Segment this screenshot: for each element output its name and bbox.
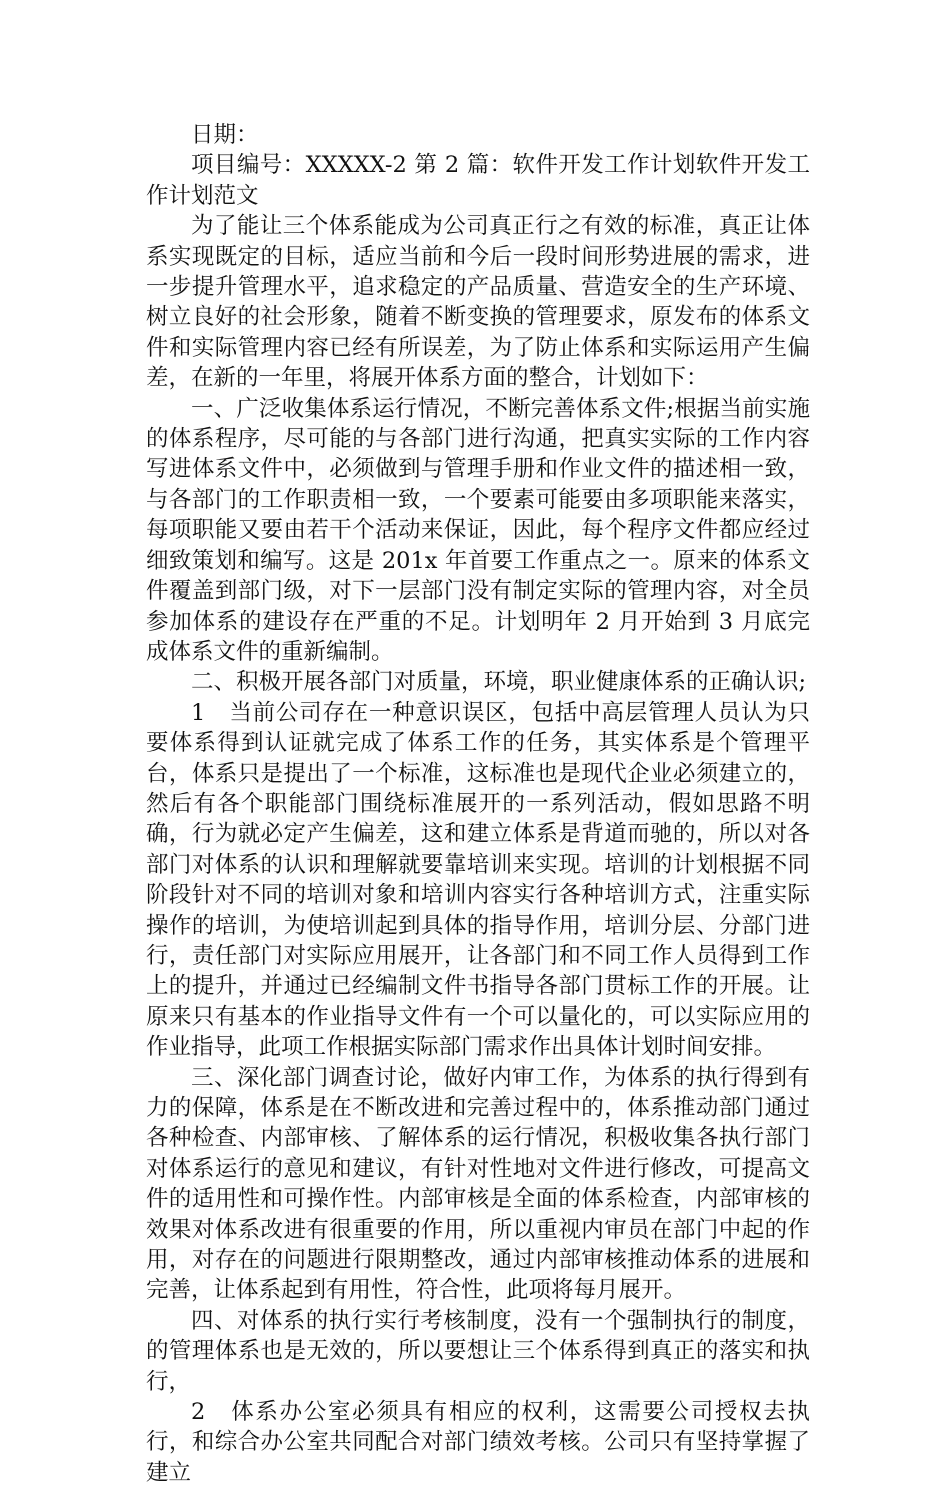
paragraph-section-3: 三、深化部门调查讨论，做好内审工作，为体系的执行得到有力的保障，体系是在不断改进和完善过程中的，体系推动部门通过各种检查、内部审核、了解体系的运行情况，积极收集各执行部门对体系运行的意见和建议，有针对性地对文件进行修改，可提高文件的适用性和可操作性。内部审核是全面的体系检查，内部审核的效果对体系改进有很重要的作用，所以重视内审员在部门中起的作用，对存在的问题进行限期整改，通过内部审核推动体系的进展和完善，让体系起到有用性，符合性，此项将每月展开。 (146, 1064, 810, 1304)
paragraph-item-1: 1 当前公司存在一种意识误区，包括中高层管理人员认为只要体系得到认证就完成了体系工作的任务，其实体系是个管理平台，体系只是提出了一个标准，这标准也是现代企业必须建立的，然后有各个职能部门围绕标准展开的一系列活动，假如思路不明确，行为就必定产生偏差，这和建立体系是背道而驰的，所以对各部门对体系的认识和理解就要靠培训来实现。培训的计划根据不同阶段针对不同的培训对象和培训内容实行各种培训方式，注重实际操作的培训，为使培训起到具体的指导作用，培训分层、分部门进行，责任部门对实际应用展开，让各部门和不同工作人员得到工作上的提升，并通过已经编制文件书指导各部门贯标工作的开展。让原来只有基本的作业指导文件有一个可以量化的，可以实际应用的作业指导，此项工作根据实际部门需求作出具体计划时间安排。 (146, 699, 810, 1061)
paragraph-section-1: 一、广泛收集体系运行情况，不断完善体系文件;根据当前实施的体系程序，尽可能的与各部门进行沟通，把真实实际的工作内容写进体系文件中，必须做到与管理手册和作业文件的描述相一致，与各部门的工作职责相一致，一个要素可能要由多项职能来落实，每项职能又要由若干个活动来保证，因此，每个程序文件都应经过细致策划和编写。这是 201x 年首要工作重点之一。原来的体系文件覆盖到部门级，对下一层部门没有制定实际的管理内容，对全员参加体系的建设存在严重的不足。计划明年 2 月开始到 3 月底完成体系文件的重新编制。 (146, 395, 810, 665)
date-line: 日期： (191, 122, 259, 148)
paragraph-section-4: 四、对体系的执行实行考核制度，没有一个强制执行的制度，的管理体系也是无效的，所以要想让三个体系得到真正的落实和执行， (146, 1307, 810, 1395)
paragraph-item-2: 2 体系办公室必须具有相应的权利，这需要公司授权去执行，和综合办公室共同配合对部门绩效考核。公司只有坚持掌握了建立 (146, 1399, 810, 1486)
paragraph-section-2: 二、积极开展各部门对质量，环境，职业健康体系的正确认识; (191, 669, 807, 696)
document-page (146, 120, 810, 1488)
project-line: 项目编号：XXXXX-2 第 2 篇：软件开发工作计划软件开发工作计划范文 (146, 152, 810, 209)
paragraph-intro: 为了能让三个体系能成为公司真正行之有效的标准，真正让体系实现既定的目标，适应当前和今后一段时间形势进展的需求，进一步提升管理水平，追求稳定的产品质量、营造安全的生产环境、树立良好的社会形象，随着不断变换的管理要求，原发布的体系文件和实际管理内容已经有所误差，为了防止体系和实际运用产生偏差，在新的一年里，将展开体系方面的整合，计划如下： (146, 213, 810, 392)
